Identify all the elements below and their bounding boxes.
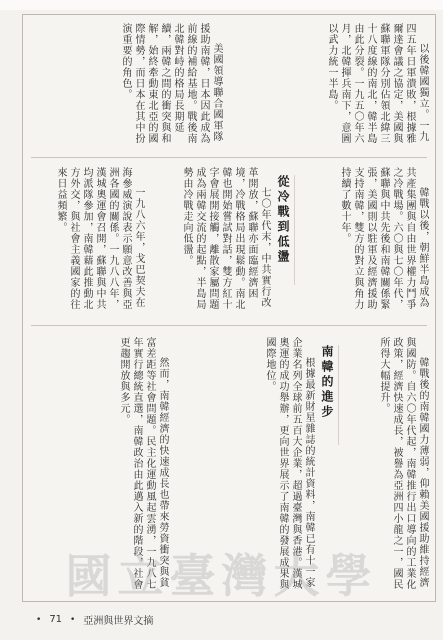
bullet-icon: • — [36, 614, 42, 625]
paragraph: 一九八六年，戈巴契夫在海參威演說表示願意改善與亞洲各國的關係。一九八八年，漢城奧運會召開，蘇聯與中共均派隊參加，南韓藉此推動北方外交，與社會主義國家的往來日益頻繁。 — [55, 167, 144, 310]
page-footer — [36, 612, 153, 627]
section-heading-south-korea-progress: 南韓的進步 — [319, 345, 339, 445]
article-frame — [22, 14, 436, 602]
section-heading-cold-war: 從冷戰到低盪 — [275, 175, 295, 285]
top-margin — [0, 0, 443, 10]
paragraph: 韓戰以後，朝鮮半島成為共產集團與自由世界權力鬥爭之冷戰場。六〇與七〇年代，蘇聯與中共先後和南韓關係緊張，美國則以駐軍及經濟援助支持南韓，雙方的對立與角力持續了數十年。 — [339, 167, 428, 310]
page-number: 71 — [49, 614, 63, 625]
middle-text-column-right — [299, 167, 429, 317]
paragraph: 以後韓國獨立。一九四五年日軍潰敗，根據雅爾達會議之協定，美國與蘇聯軍隊分別佔領北緯三十八度線的南北，韓半島由此分裂。一九五〇年六月，北韓揮兵南下，意圖以武力統一半島。 — [326, 23, 428, 144]
bottom-text-column-center — [175, 337, 315, 593]
watermark: 國立臺灣大學 — [65, 549, 378, 603]
bottom-text-column-right — [343, 337, 429, 593]
paragraph: 然而，南韓經濟的快速成長也帶來勞資衝突與貧富差距等社會問題。民主化運動風起雲湧，一九八七年實行總統直選，南韓政治由此邁入新的階段，社會更趨開放與多元。 — [118, 337, 168, 590]
bottom-text-column-left — [29, 337, 169, 593]
divider — [31, 157, 427, 158]
paragraph: 韓戰後的南韓國力薄弱，仰賴美國援助維持經濟與國防。自六〇年代起，南韓推行出口導向的工業化政策，經濟快速成長，被譽為亞洲四小龍之一，國民所得大幅提升。 — [378, 337, 428, 590]
paragraph: 七〇年代末，中共實行改革開放，蘇聯亦面臨經濟困境，冷戰格局出現鬆動。南北韓也開始嘗試對話，雙方紅十字會展開接觸，離散家屬問題成為兩韓交流的起點，半島局勢由冷戰走向低盪。 — [181, 167, 270, 310]
publication-title: 亞洲與世界文摘 — [83, 616, 154, 627]
section-top — [23, 15, 435, 155]
paragraph: 根據最新財星雜誌的統計資料，南韓已有十一家企業名列全球前五百大企業，超過臺灣與香港。漢城奧運的成功舉辦，更向世界展示了南韓的發展成果與國際地位。 — [264, 337, 314, 590]
middle-text-column-left — [29, 167, 145, 317]
section-bottom — [23, 329, 435, 599]
middle-text-column-center — [151, 167, 271, 317]
bullet-icon: • — [70, 614, 76, 625]
top-text-column-left — [31, 23, 223, 149]
divider — [31, 325, 427, 326]
top-text-column-right — [233, 23, 429, 149]
section-middle — [23, 161, 435, 321]
paragraph: 美國領導聯合國軍隊援助南韓，日本因此成為前線的補給基地。戰後南北韓對峙的格局長期延續，兩韓之間的衝突與和解，始終牽動東北亞的國際情勢，而日本在其中扮演重要的角色。 — [120, 23, 222, 144]
